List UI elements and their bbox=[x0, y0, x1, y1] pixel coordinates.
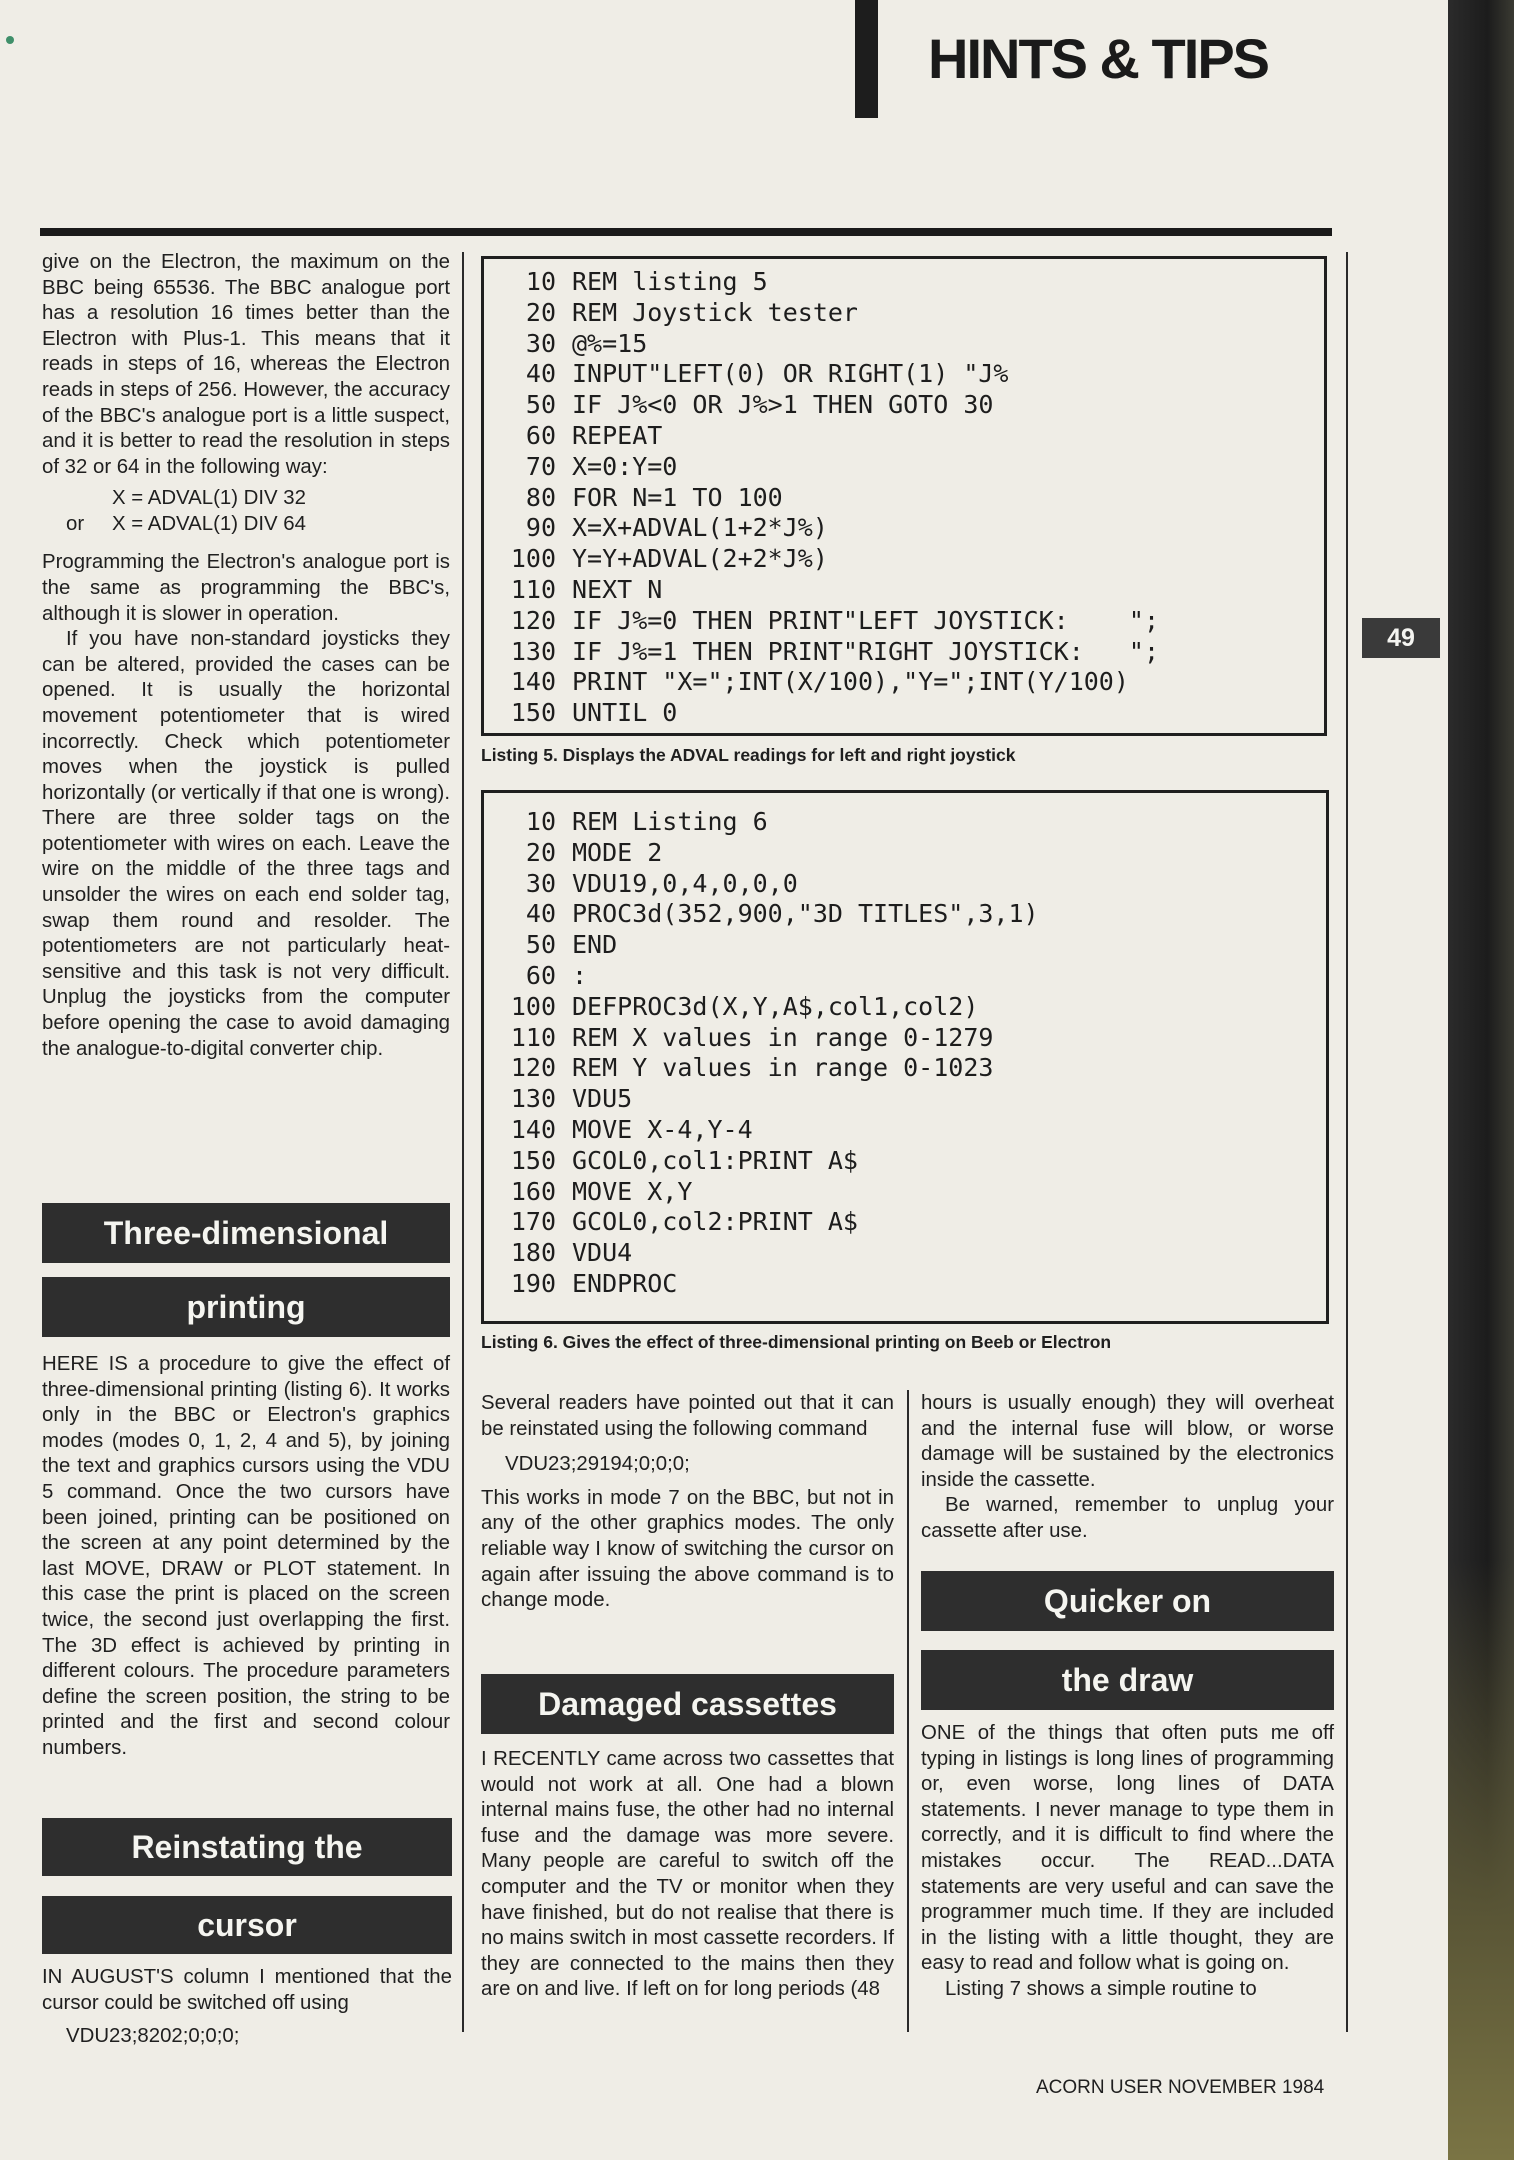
line-number: 30 bbox=[525, 328, 556, 358]
listing-6-line bbox=[484, 1177, 1326, 1208]
code-text: Y=Y+ADVAL(2+2*J%) bbox=[572, 544, 828, 574]
line-number: 110 bbox=[510, 574, 556, 604]
code-text: REPEAT bbox=[572, 420, 663, 450]
line-number: 60 bbox=[525, 960, 556, 990]
listing-6-line bbox=[484, 869, 1326, 900]
code-text: @%=15 bbox=[572, 328, 648, 358]
code-cursor-on: VDU23;29194;0;0;0; bbox=[505, 1453, 690, 1476]
listing-6-line bbox=[484, 838, 1326, 869]
paragraph-listing7: Listing 7 shows a simple routine to bbox=[945, 1977, 1257, 2000]
line-number: 40 bbox=[525, 359, 556, 389]
code-text: UNTIL 0 bbox=[572, 698, 678, 728]
paragraph-draw: ONE of the things that often puts me off typing in listings is long lines of programming or, even worse, long lines of DATA statements. I never manage to type them in correctly, and it is difficult to find where the mistakes occur. The READ...DATA statements are very useful and can save the programmer much time. If they are included in the listing with a little thought, they are easy to read and follow what is going on. bbox=[921, 1722, 1334, 1975]
header-block bbox=[855, 0, 878, 118]
code-text: VDU5 bbox=[572, 1084, 633, 1114]
listing-6-line bbox=[484, 899, 1326, 930]
listing-6-line bbox=[484, 1115, 1326, 1146]
paragraph-cursor: IN AUGUST'S column I mentioned that the cursor could be switched off using bbox=[42, 1966, 452, 2014]
code-text: X=X+ADVAL(1+2*J%) bbox=[572, 513, 828, 543]
line-number: 140 bbox=[510, 1114, 556, 1144]
code-text: MOVE X,Y bbox=[572, 1176, 693, 1206]
paragraph-reinstated: Several readers have pointed out that it can be reinstated using the following command bbox=[481, 1392, 894, 1440]
code-text: MOVE X-4,Y-4 bbox=[572, 1114, 753, 1144]
line-number: 60 bbox=[525, 420, 556, 450]
line-number: 110 bbox=[510, 1022, 556, 1052]
intro-paragraph: give on the Electron, the maximum on the BBC being 65536. The BBC analogue port has a resolution 16 times better than the Electron with Plus-1. This means that it reads in steps of 16, whereas the Electron reads in steps of 256. However, the accuracy of the BBC's analogue port is a little suspect, and it is better to read the resolution in steps of 32 or 64 in the following way: bbox=[42, 251, 450, 478]
left-column-3d bbox=[42, 1352, 450, 1762]
code-text: VDU4 bbox=[572, 1238, 633, 1268]
code-text: INPUT"LEFT(0) OR RIGHT(1) "J% bbox=[572, 359, 1009, 389]
top-rule bbox=[40, 228, 1332, 236]
code-text: FOR N=1 TO 100 bbox=[572, 482, 783, 512]
paragraph-overheat: hours is usually enough) they will overheat and the internal fuse will blow, or worse damage will be sustained by the electronics inside the cassette. bbox=[921, 1392, 1334, 1491]
code-text: REM Joystick tester bbox=[572, 297, 858, 327]
listing-6-line bbox=[484, 961, 1326, 992]
listing-5-box bbox=[481, 256, 1327, 736]
paragraph-electron: Programming the Electron's analogue port is the same as programming the BBC's, although it is slower in operation. bbox=[42, 551, 450, 625]
line-number: 190 bbox=[510, 1268, 556, 1298]
listing-6-line bbox=[484, 1084, 1326, 1115]
code-text: VDU19,0,4,0,0,0 bbox=[572, 868, 798, 898]
line-number: 170 bbox=[510, 1207, 556, 1237]
line-number: 70 bbox=[525, 451, 556, 481]
code-text: REM Listing 6 bbox=[572, 807, 768, 836]
right-column-draw bbox=[921, 1721, 1334, 2003]
paragraph-mode7: This works in mode 7 on the BBC, but not in any of the other graphics modes. The only reliable way I know of switching the cursor on again after issuing the above command is to change mode. bbox=[481, 1486, 894, 1612]
code-text: ENDPROC bbox=[572, 1268, 678, 1298]
left-column-cursor bbox=[42, 1965, 452, 2050]
listing-6-line bbox=[484, 1269, 1326, 1300]
code-text: END bbox=[572, 930, 618, 960]
line-number: 80 bbox=[525, 482, 556, 512]
paragraph-cassettes: I RECENTLY came across two cassettes that would not work at all. One had a blown internal mains fuse, the other had no internal fuse and the damage was more severe. Many people are careful to switch off the computer and the TV or monitor when they have finished, but do not realise that there is no mains switch in most cassette recorders. If they are connected to the mains then they are on and live. If left on for long periods (48 bbox=[481, 1748, 894, 2001]
listing-6-box bbox=[481, 790, 1329, 1324]
listing-5-line bbox=[484, 390, 1324, 421]
listing-5-line bbox=[484, 329, 1324, 360]
code-cursor-off: VDU23;8202;0;0;0; bbox=[66, 2025, 240, 2048]
code-text: IF J%=0 THEN PRINT"LEFT JOYSTICK: "; bbox=[572, 605, 1159, 635]
left-column-rule bbox=[462, 252, 464, 2032]
code-text: IF J%=1 THEN PRINT"RIGHT JOYSTICK: "; bbox=[572, 636, 1159, 666]
code-text: GCOL0,col2:PRINT A$ bbox=[572, 1207, 858, 1237]
listing-6-line bbox=[484, 1023, 1326, 1054]
listing-6-line bbox=[484, 1053, 1326, 1084]
line-number: 130 bbox=[510, 636, 556, 666]
line-number: 120 bbox=[510, 605, 556, 635]
listing-6-line bbox=[484, 807, 1326, 838]
line-number: 180 bbox=[510, 1238, 556, 1268]
listing-6-caption: Listing 6. Gives the effect of three-dimensional printing on Beeb or Electron bbox=[481, 1332, 1112, 1352]
line-number: 140 bbox=[510, 667, 556, 697]
line-number: 100 bbox=[510, 991, 556, 1021]
listing-5-line bbox=[484, 575, 1324, 606]
line-number: 10 bbox=[525, 807, 556, 836]
listing-5-line bbox=[484, 267, 1324, 298]
paragraph-unplug: Be warned, remember to unplug your cassette after use. bbox=[921, 1494, 1334, 1542]
line-number: 100 bbox=[510, 544, 556, 574]
formula-or: or bbox=[66, 513, 85, 536]
middle-column-cassettes bbox=[481, 1747, 894, 2003]
line-number: 120 bbox=[510, 1053, 556, 1083]
listing-5-line bbox=[484, 667, 1324, 698]
page-edge-shadow bbox=[1448, 1560, 1514, 2160]
outer-column-rule bbox=[1346, 252, 1348, 2032]
heading-3d-line2: printing bbox=[42, 1277, 450, 1337]
formula-2: X = ADVAL(1) DIV 64 bbox=[112, 513, 306, 536]
line-number: 130 bbox=[510, 1084, 556, 1114]
line-number: 160 bbox=[510, 1176, 556, 1206]
middle-column-rule bbox=[907, 1390, 909, 2032]
listing-6-line bbox=[484, 1146, 1326, 1177]
code-text: IF J%<0 OR J%>1 THEN GOTO 30 bbox=[572, 390, 994, 420]
heading-cursor-line2: cursor bbox=[42, 1896, 452, 1954]
listing-6-line bbox=[484, 930, 1326, 961]
paragraph-3d: HERE IS a procedure to give the effect of three-dimensional printing (listing 6). It works only in the BBC or Electron's graphics modes (modes 0, 1, 2, 4 and 5), by joining the text and graphics cursors using the VDU 5 command. Once the two cursors have been joined, printing can be positioned on the screen at any point determined by the last MOVE, DRAW or PLOT statement. In this case the print is placed on the screen twice, the second just overlapping the first. The 3D effect is achieved by printing in different colours. The procedure parameters define the screen position, the string to be printed and the first and second colour numbers. bbox=[42, 1353, 450, 1759]
line-number: 150 bbox=[510, 698, 556, 728]
line-number: 50 bbox=[525, 930, 556, 960]
listing-6-line bbox=[484, 992, 1326, 1023]
listing-5-line bbox=[484, 359, 1324, 390]
code-text: X=0:Y=0 bbox=[572, 451, 678, 481]
right-column bbox=[921, 1391, 1334, 1545]
listing-5-line bbox=[484, 298, 1324, 329]
heading-3d-line1: Three-dimensional bbox=[42, 1203, 450, 1263]
line-number: 20 bbox=[525, 297, 556, 327]
left-column bbox=[42, 250, 450, 1062]
code-text: MODE 2 bbox=[572, 837, 663, 867]
listing-5-line bbox=[484, 452, 1324, 483]
code-text: NEXT N bbox=[572, 574, 663, 604]
formula-1: X = ADVAL(1) DIV 32 bbox=[112, 487, 306, 510]
paragraph-joysticks: If you have non-standard joysticks they can be altered, provided the cases can be opened. It is usually the horizontal movement potentiometer that is wired incorrectly. Check which potentiometer moves when the joystick is pulled horizontally (or vertically if that one is wrong). There are three solder tags on the potentiometer with wires on each. Leave the wire on the middle of the three tags and unsolder the wires on each end solder tag, swap them round and resolder. The potentiometers are not particularly heat-sensitive and this task is not very difficult. Unplug the joysticks from the computer before opening the case to avoid damaging the analogue-to-digital converter chip. bbox=[42, 628, 450, 1060]
code-text: GCOL0,col1:PRINT A$ bbox=[572, 1145, 858, 1175]
heading-quicker-line2: the draw bbox=[921, 1650, 1334, 1710]
formula-block bbox=[42, 486, 450, 540]
heading-cursor-line1: Reinstating the bbox=[42, 1818, 452, 1876]
line-number: 50 bbox=[525, 390, 556, 420]
listing-5-line bbox=[484, 606, 1324, 637]
listing-6-line bbox=[484, 1238, 1326, 1269]
print-mark bbox=[6, 36, 14, 44]
line-number: 30 bbox=[525, 868, 556, 898]
code-text: PROC3d(352,900,"3D TITLES",3,1) bbox=[572, 899, 1039, 929]
listing-5-line bbox=[484, 513, 1324, 544]
listing-5-line bbox=[484, 637, 1324, 668]
line-number: 90 bbox=[525, 513, 556, 543]
section-title: HINTS & TIPS bbox=[928, 27, 1269, 90]
code-text: REM listing 5 bbox=[572, 267, 768, 296]
code-text: PRINT "X=";INT(X/100),"Y=";INT(Y/100) bbox=[572, 667, 1129, 697]
code-text: REM Y values in range 0-1023 bbox=[572, 1053, 994, 1083]
listing-5-line bbox=[484, 544, 1324, 575]
middle-column bbox=[481, 1391, 894, 1614]
listing-5-line bbox=[484, 421, 1324, 452]
line-number: 150 bbox=[510, 1145, 556, 1175]
line-number: 40 bbox=[525, 899, 556, 929]
footer: ACORN USER NOVEMBER 1984 bbox=[1036, 2077, 1325, 2098]
code-text: REM X values in range 0-1279 bbox=[572, 1022, 994, 1052]
page-number: 49 bbox=[1362, 618, 1440, 658]
line-number: 10 bbox=[525, 267, 556, 296]
heading-quicker-line1: Quicker on bbox=[921, 1571, 1334, 1631]
listing-5-line bbox=[484, 483, 1324, 514]
listing-5-caption: Listing 5. Displays the ADVAL readings for left and right joystick bbox=[481, 745, 1016, 765]
code-text: : bbox=[572, 960, 588, 990]
line-number: 20 bbox=[525, 837, 556, 867]
listing-6-line bbox=[484, 1207, 1326, 1238]
heading-damaged-cassettes: Damaged cassettes bbox=[481, 1674, 894, 1734]
listing-5-line bbox=[484, 698, 1324, 729]
code-text: DEFPROC3d(X,Y,A$,col1,col2) bbox=[572, 991, 979, 1021]
